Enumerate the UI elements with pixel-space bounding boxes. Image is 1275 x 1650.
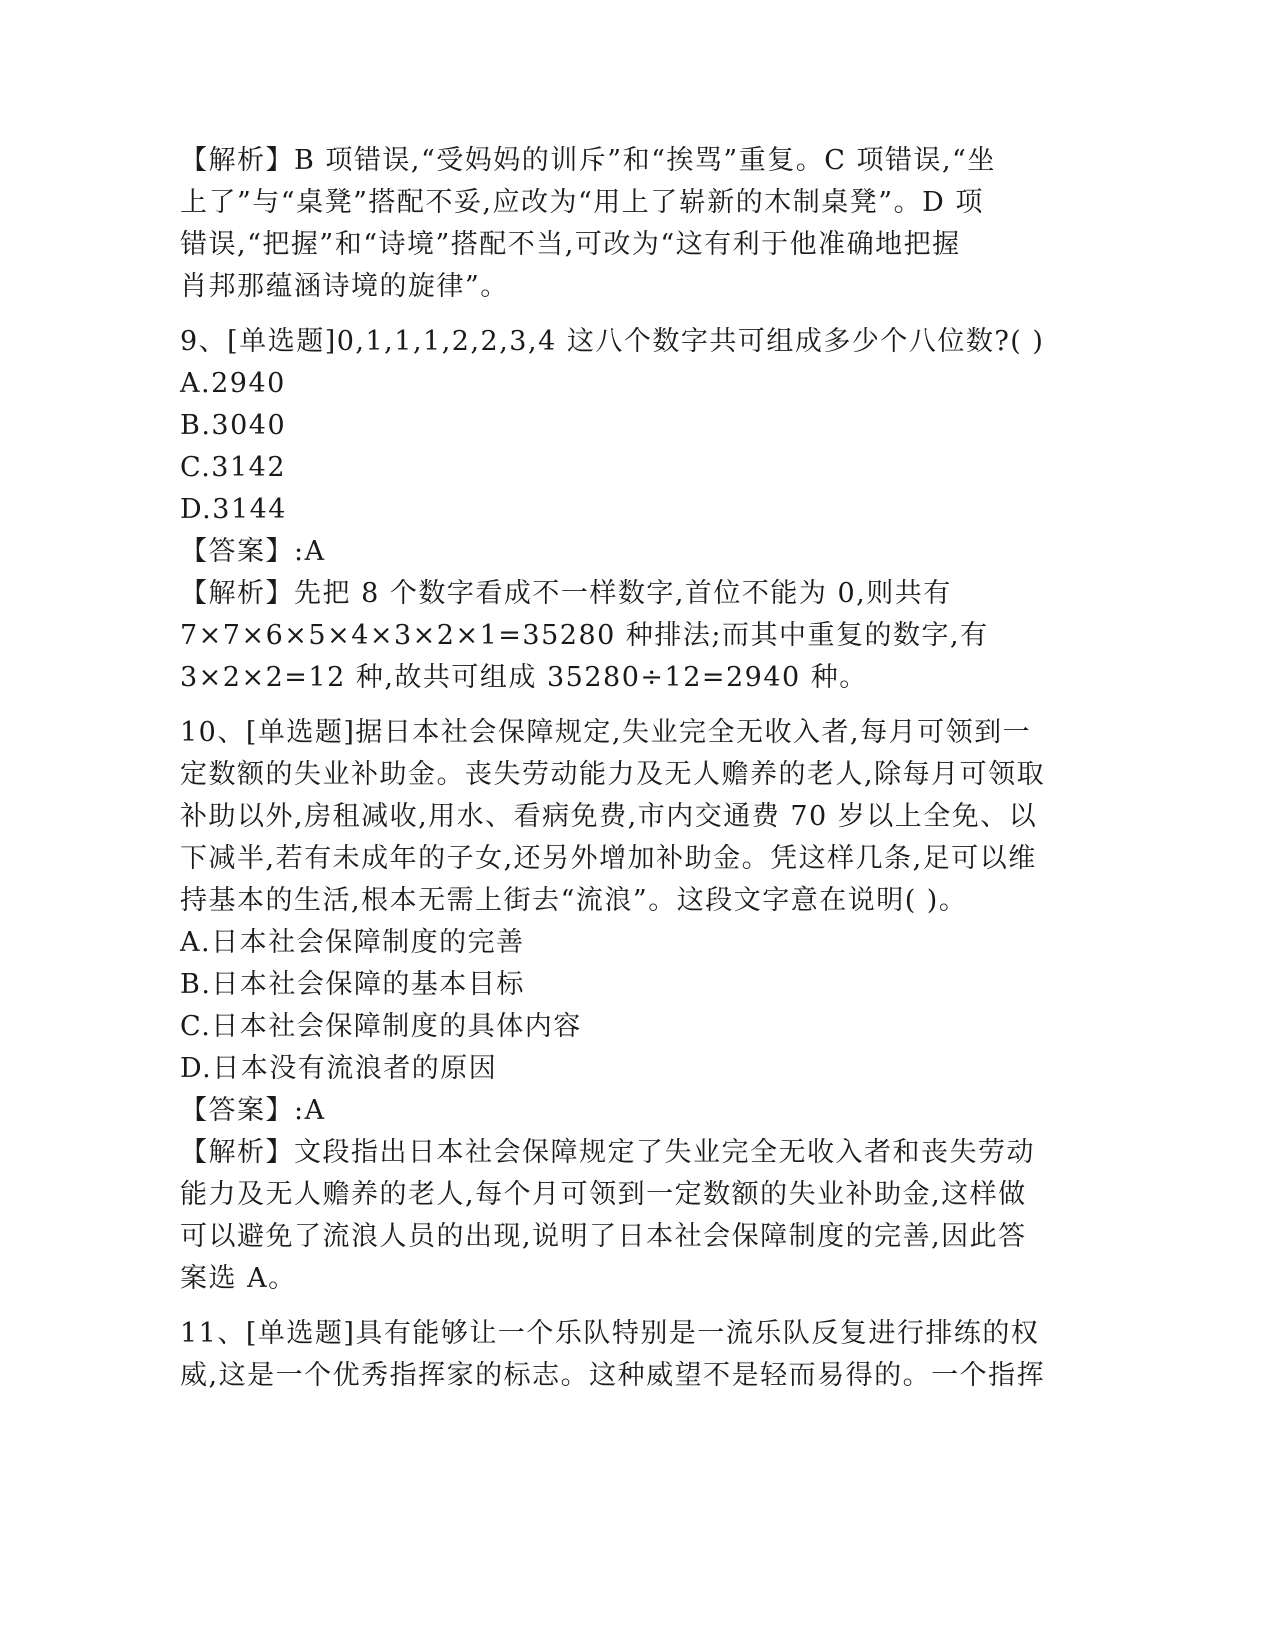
option-b: B.日本社会保障的基本目标 (180, 969, 525, 1000)
option-c: C.日本社会保障制度的具体内容 (180, 1011, 582, 1042)
analysis-line: 案选 A。 (180, 1263, 297, 1294)
question-stem: 持基本的生活,根本无需上街去“流浪”。这段文字意在说明( )。 (180, 885, 968, 916)
option-a: A.2940 (180, 368, 286, 399)
analysis-line: 7×7×6×5×4×3×2×1=35280 种排法;而其中重复的数字,有 (180, 620, 989, 651)
question-stem: 补助以外,房租减收,用水、看病免费,市内交通费 70 岁以上全免、以 (180, 801, 1038, 832)
document-page (180, 140, 1046, 1397)
question-stem: 威,这是一个优秀指挥家的标志。这种威望不是轻而易得的。一个指挥 (180, 1360, 1046, 1391)
question-stem: 定数额的失业补助金。丧失劳动能力及无人赡养的老人,除每月可领取 (180, 759, 1046, 790)
block-spacer (180, 308, 1040, 321)
analysis-q8-block (180, 140, 1040, 308)
question-stem: 下减半,若有未成年的子女,还另外增加补助金。凭这样几条,足可以维 (180, 843, 1037, 874)
option-b: B.3040 (180, 410, 287, 441)
option-d: D.3144 (180, 494, 287, 525)
question-stem: 9、[单选题]0,1,1,1,2,2,3,4 这八个数字共可组成多少个八位数?( ) (180, 326, 1045, 357)
question-11-block (180, 1313, 1046, 1397)
option-a: A.日本社会保障制度的完善 (180, 927, 525, 958)
option-d: D.日本没有流浪者的原因 (180, 1053, 498, 1084)
text-line: 【解析】B 项错误,“受妈妈的训斥”和“挨骂”重复。C 项错误,“坐 (180, 145, 996, 176)
question-10-block (180, 712, 1046, 1300)
text-line: 错误,“把握”和“诗境”搭配不当,可改为“这有利于他准确地把握 (180, 229, 961, 260)
analysis-line: 可以避免了流浪人员的出现,说明了日本社会保障制度的完善,因此答 (180, 1221, 1027, 1252)
text-line: 上了”与“桌凳”搭配不妥,应改为“用上了崭新的木制桌凳”。D 项 (180, 187, 984, 218)
question-9-block (180, 321, 1045, 699)
block-spacer (180, 1300, 1040, 1313)
question-stem: 11、[单选题]具有能够让一个乐队特别是一流乐队反复进行排练的权 (180, 1318, 1040, 1349)
answer-line: 【答案】:A (180, 1095, 326, 1126)
analysis-line: 能力及无人赡养的老人,每个月可领到一定数额的失业补助金,这样做 (180, 1179, 1027, 1210)
question-stem: 10、[单选题]据日本社会保障规定,失业完全无收入者,每月可领到一 (180, 717, 1032, 748)
block-spacer (180, 699, 1040, 712)
analysis-line: 【解析】文段指出日本社会保障规定了失业完全无收入者和丧失劳动 (180, 1137, 1035, 1168)
option-c: C.3142 (180, 452, 286, 483)
answer-line: 【答案】:A (180, 536, 326, 567)
text-line: 肖邦那蕴涵诗境的旋律”。 (180, 271, 509, 302)
analysis-line: 【解析】先把 8 个数字看成不一样数字,首位不能为 0,则共有 (180, 578, 952, 609)
analysis-line: 3×2×2=12 种,故共可组成 35280÷12=2940 种。 (180, 662, 868, 693)
